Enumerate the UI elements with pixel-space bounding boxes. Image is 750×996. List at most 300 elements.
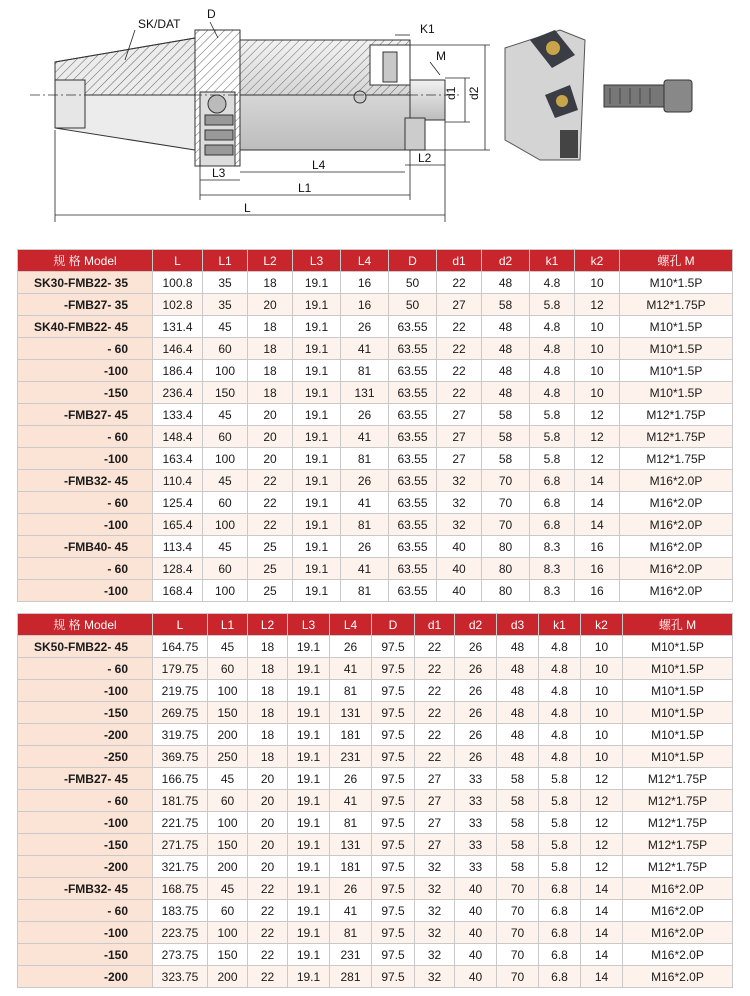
table-row — [18, 834, 733, 856]
table-cell: 40 — [455, 922, 497, 944]
table-cell: M12*1.75P — [623, 834, 733, 856]
table-cell: 58 — [497, 768, 539, 790]
table-cell: 19.1 — [293, 448, 341, 470]
table-cell: 58 — [482, 448, 530, 470]
table-cell: 32 — [437, 470, 482, 492]
table-cell: 183.75 — [153, 900, 208, 922]
label-sk-dat: SK/DAT — [138, 17, 181, 31]
model-cell: SK50-FMB22- 45 — [18, 636, 153, 658]
table-cell: 48 — [497, 680, 539, 702]
table-cell: 168.4 — [153, 580, 203, 602]
table-cell: 22 — [248, 922, 288, 944]
table-cell: 26 — [455, 636, 497, 658]
table-cell: 6.8 — [539, 922, 581, 944]
column-header: 螺孔 M — [620, 250, 733, 272]
table-cell: M10*1.5P — [623, 658, 733, 680]
table-cell: 10 — [575, 272, 620, 294]
table-cell: 18 — [248, 316, 293, 338]
model-cell: - 60 — [18, 492, 153, 514]
table-cell: M12*1.75P — [620, 294, 733, 316]
table-cell: 63.55 — [389, 470, 437, 492]
table-cell: 70 — [497, 900, 539, 922]
table-cell: M10*1.5P — [620, 316, 733, 338]
table-cell: 20 — [248, 448, 293, 470]
table-cell: 100 — [208, 680, 248, 702]
table-cell: M10*1.5P — [623, 636, 733, 658]
flange — [195, 30, 240, 166]
table-cell: 19.1 — [293, 426, 341, 448]
table-cell: 32 — [415, 966, 455, 988]
table-cell: 58 — [497, 856, 539, 878]
table-cell: 63.55 — [389, 338, 437, 360]
table-cell: 19.1 — [293, 580, 341, 602]
table-cell: 6.8 — [539, 878, 581, 900]
table-row — [18, 636, 733, 658]
table-cell: 25 — [248, 536, 293, 558]
table-cell: M10*1.5P — [620, 338, 733, 360]
table-cell: 41 — [341, 426, 389, 448]
table-cell: 19.1 — [293, 404, 341, 426]
table-cell: 19.1 — [288, 702, 330, 724]
table-row — [18, 338, 733, 360]
table-cell: 131 — [330, 834, 372, 856]
table-cell: 18 — [248, 382, 293, 404]
table-cell: 19.1 — [288, 680, 330, 702]
table-cell: 19.1 — [288, 790, 330, 812]
table-cell: 58 — [482, 404, 530, 426]
screw-image — [604, 80, 692, 112]
table-cell: M10*1.5P — [623, 746, 733, 768]
table-cell: 18 — [248, 680, 288, 702]
table-cell: 14 — [581, 922, 623, 944]
table-cell: 63.55 — [389, 448, 437, 470]
column-header: L4 — [341, 250, 389, 272]
table-cell: 10 — [581, 724, 623, 746]
table-cell: 26 — [455, 702, 497, 724]
table-cell: 22 — [437, 338, 482, 360]
table-cell: 128.4 — [153, 558, 203, 580]
table-cell: 70 — [497, 966, 539, 988]
table-cell: 97.5 — [372, 856, 415, 878]
column-header: L3 — [288, 614, 330, 636]
table-cell: M12*1.75P — [623, 768, 733, 790]
table-cell: 18 — [248, 658, 288, 680]
table-cell: 19.1 — [293, 294, 341, 316]
table-header-row — [18, 614, 733, 636]
table-cell: 81 — [330, 922, 372, 944]
table-cell: M12*1.75P — [623, 856, 733, 878]
spec-table-sk30-sk40 — [17, 249, 733, 602]
table-cell: 40 — [437, 536, 482, 558]
table-cell: 70 — [482, 492, 530, 514]
table-cell: 4.8 — [539, 636, 581, 658]
table-cell: 22 — [248, 966, 288, 988]
table-cell: 26 — [330, 636, 372, 658]
table-cell: 32 — [415, 878, 455, 900]
column-header: k1 — [530, 250, 575, 272]
table-cell: 131 — [330, 702, 372, 724]
table-cell: M12*1.75P — [620, 404, 733, 426]
column-header: d3 — [497, 614, 539, 636]
table-cell: 179.75 — [153, 658, 208, 680]
table-cell: 5.8 — [539, 856, 581, 878]
table-cell: 4.8 — [539, 658, 581, 680]
table-cell: 97.5 — [372, 922, 415, 944]
table-cell: 58 — [497, 834, 539, 856]
model-cell: -FMB32- 45 — [18, 470, 153, 492]
table-cell: 70 — [497, 922, 539, 944]
table-cell: 19.1 — [293, 272, 341, 294]
table-row — [18, 492, 733, 514]
table-cell: 22 — [248, 878, 288, 900]
table-cell: 8.3 — [530, 558, 575, 580]
table-cell: 45 — [208, 768, 248, 790]
table-cell: 269.75 — [153, 702, 208, 724]
table-cell: 97.5 — [372, 900, 415, 922]
table-cell: 4.8 — [530, 338, 575, 360]
table-cell: 60 — [203, 558, 248, 580]
table-cell: 97.5 — [372, 812, 415, 834]
table-cell: 16 — [575, 558, 620, 580]
table-cell: 4.8 — [539, 680, 581, 702]
table-cell: 22 — [415, 702, 455, 724]
table-cell: 12 — [581, 856, 623, 878]
table-cell: 48 — [482, 382, 530, 404]
model-cell: - 60 — [18, 900, 153, 922]
table-cell: 80 — [482, 580, 530, 602]
table-cell: 100 — [203, 580, 248, 602]
table-cell: 125.4 — [153, 492, 203, 514]
table-cell: 168.75 — [153, 878, 208, 900]
model-cell: -100 — [18, 514, 153, 536]
table-cell: 223.75 — [153, 922, 208, 944]
table-cell: 41 — [341, 338, 389, 360]
table-cell: 33 — [455, 834, 497, 856]
table-cell: 150 — [208, 702, 248, 724]
table-cell: 26 — [330, 768, 372, 790]
table-cell: 81 — [341, 448, 389, 470]
table-cell: 20 — [248, 426, 293, 448]
table-cell: 133.4 — [153, 404, 203, 426]
table-cell: M16*2.0P — [620, 514, 733, 536]
table-cell: 25 — [248, 558, 293, 580]
table-row — [18, 658, 733, 680]
table-cell: 80 — [482, 536, 530, 558]
table-cell: 97.5 — [372, 944, 415, 966]
table-row — [18, 812, 733, 834]
table-body — [18, 636, 733, 988]
column-header: L4 — [330, 614, 372, 636]
table-cell: 14 — [575, 470, 620, 492]
table-cell: M16*2.0P — [623, 878, 733, 900]
table-cell: 20 — [248, 790, 288, 812]
table-cell: 97.5 — [372, 966, 415, 988]
table-cell: 100 — [208, 922, 248, 944]
table-cell: 181 — [330, 724, 372, 746]
table-cell: 19.1 — [293, 558, 341, 580]
table-cell: 48 — [497, 658, 539, 680]
column-header: L2 — [248, 250, 293, 272]
label-L4: L4 — [312, 158, 326, 172]
table-cell: 100 — [203, 448, 248, 470]
model-cell: -100 — [18, 680, 153, 702]
table-cell: 19.1 — [293, 316, 341, 338]
table-cell: 58 — [482, 426, 530, 448]
table-cell: 81 — [341, 360, 389, 382]
table-cell: 19.1 — [288, 856, 330, 878]
table-cell: 4.8 — [530, 272, 575, 294]
model-cell: -100 — [18, 580, 153, 602]
table-cell: 6.8 — [539, 966, 581, 988]
table-cell: 63.55 — [389, 404, 437, 426]
table-cell: 10 — [575, 382, 620, 404]
model-cell: -150 — [18, 382, 153, 404]
table-cell: 236.4 — [153, 382, 203, 404]
table-cell: M16*2.0P — [623, 966, 733, 988]
model-cell: -100 — [18, 922, 153, 944]
table-cell: 22 — [437, 360, 482, 382]
table-cell: 22 — [415, 680, 455, 702]
table-cell: 14 — [575, 514, 620, 536]
model-cell: -200 — [18, 856, 153, 878]
table-cell: 27 — [437, 426, 482, 448]
table-cell: 20 — [248, 404, 293, 426]
table-row — [18, 558, 733, 580]
label-L2: L2 — [418, 151, 432, 165]
table-cell: 41 — [330, 658, 372, 680]
table-cell: 26 — [455, 658, 497, 680]
table-cell: 33 — [455, 856, 497, 878]
column-header: k2 — [575, 250, 620, 272]
table-cell: 5.8 — [530, 294, 575, 316]
label-M: M — [436, 49, 446, 63]
table-cell: 40 — [437, 580, 482, 602]
table-cell: 12 — [581, 768, 623, 790]
table-cell: 6.8 — [530, 492, 575, 514]
table-cell: M10*1.5P — [623, 680, 733, 702]
table-cell: 41 — [341, 492, 389, 514]
table-cell: 81 — [330, 680, 372, 702]
table-cell: 19.1 — [293, 338, 341, 360]
table-cell: 5.8 — [530, 404, 575, 426]
table-cell: 110.4 — [153, 470, 203, 492]
table-cell: 70 — [497, 878, 539, 900]
table-cell: 18 — [248, 724, 288, 746]
table-cell: 271.75 — [153, 834, 208, 856]
label-L1: L1 — [298, 181, 312, 195]
table-cell: 5.8 — [539, 790, 581, 812]
table-cell: 12 — [575, 448, 620, 470]
model-cell: - 60 — [18, 658, 153, 680]
table-row — [18, 470, 733, 492]
table-cell: 131.4 — [153, 316, 203, 338]
model-cell: -100 — [18, 812, 153, 834]
label-d1: d1 — [444, 86, 458, 100]
table-cell: 12 — [581, 790, 623, 812]
table-cell: 32 — [437, 514, 482, 536]
model-cell: -100 — [18, 448, 153, 470]
table-cell: 58 — [497, 790, 539, 812]
table-cell: 19.1 — [288, 658, 330, 680]
column-header: L2 — [248, 614, 288, 636]
table-cell: 48 — [482, 316, 530, 338]
table-cell: 281 — [330, 966, 372, 988]
table-cell: 166.75 — [153, 768, 208, 790]
table-cell: 14 — [581, 878, 623, 900]
table-cell: 40 — [455, 900, 497, 922]
table-cell: 18 — [248, 702, 288, 724]
table-cell: 45 — [208, 878, 248, 900]
table-cell: M16*2.0P — [623, 900, 733, 922]
model-cell: -200 — [18, 966, 153, 988]
table-cell: 100 — [208, 812, 248, 834]
table-cell: 26 — [341, 316, 389, 338]
label-d2: d2 — [467, 86, 481, 100]
table-cell: 273.75 — [153, 944, 208, 966]
table-cell: M10*1.5P — [623, 702, 733, 724]
table-cell: 26 — [341, 470, 389, 492]
table-cell: 10 — [575, 360, 620, 382]
column-header: 规 格 Model — [18, 250, 153, 272]
table-cell: 81 — [330, 812, 372, 834]
table-cell: 16 — [575, 580, 620, 602]
table-cell: 321.75 — [153, 856, 208, 878]
table-cell: 12 — [581, 834, 623, 856]
table-cell: 19.1 — [288, 922, 330, 944]
table-cell: 319.75 — [153, 724, 208, 746]
table-cell: 50 — [389, 272, 437, 294]
table-cell: 12 — [575, 404, 620, 426]
table-cell: 50 — [389, 294, 437, 316]
table-cell: 19.1 — [288, 636, 330, 658]
table-cell: M12*1.75P — [620, 426, 733, 448]
table-cell: 19.1 — [288, 966, 330, 988]
table-cell: 6.8 — [530, 514, 575, 536]
table-cell: 20 — [248, 834, 288, 856]
table-cell: M12*1.75P — [623, 812, 733, 834]
table-cell: 18 — [248, 636, 288, 658]
table-cell: 22 — [437, 382, 482, 404]
table-cell: 131 — [341, 382, 389, 404]
table-cell: 14 — [581, 966, 623, 988]
table-cell: 200 — [208, 856, 248, 878]
table-cell: 323.75 — [153, 966, 208, 988]
table-cell: 97.5 — [372, 834, 415, 856]
table-cell: 48 — [497, 636, 539, 658]
table-cell: 27 — [437, 404, 482, 426]
table-cell: 6.8 — [539, 900, 581, 922]
table-cell: 97.5 — [372, 878, 415, 900]
table-cell: 63.55 — [389, 360, 437, 382]
table-cell: 5.8 — [539, 834, 581, 856]
table-cell: 41 — [330, 900, 372, 922]
table-cell: 48 — [482, 338, 530, 360]
model-cell: -150 — [18, 944, 153, 966]
spec-table-sk50 — [17, 613, 733, 988]
table-cell: 12 — [581, 812, 623, 834]
model-cell: - 60 — [18, 426, 153, 448]
table-cell: 219.75 — [153, 680, 208, 702]
table-row — [18, 404, 733, 426]
table-cell: 19.1 — [293, 360, 341, 382]
column-header: k2 — [581, 614, 623, 636]
table-cell: 22 — [248, 470, 293, 492]
column-header: k1 — [539, 614, 581, 636]
table-cell: 27 — [437, 294, 482, 316]
table-cell: 165.4 — [153, 514, 203, 536]
table-cell: 33 — [455, 812, 497, 834]
model-cell: SK40-FMB22- 45 — [18, 316, 153, 338]
table-cell: 40 — [455, 966, 497, 988]
table-cell: 20 — [248, 812, 288, 834]
table-cell: 14 — [581, 944, 623, 966]
model-cell: -150 — [18, 834, 153, 856]
table-cell: 181 — [330, 856, 372, 878]
table-cell: M16*2.0P — [620, 470, 733, 492]
column-header: L — [153, 250, 203, 272]
tool-holder-drawing — [0, 0, 750, 240]
model-cell: -FMB27- 45 — [18, 404, 153, 426]
table-cell: 63.55 — [389, 426, 437, 448]
table-cell: 4.8 — [539, 724, 581, 746]
table-cell: 41 — [341, 558, 389, 580]
table-cell: 27 — [415, 812, 455, 834]
table-cell: M10*1.5P — [620, 360, 733, 382]
table-cell: 27 — [415, 768, 455, 790]
table-cell: 8.3 — [530, 580, 575, 602]
table-cell: 8.3 — [530, 536, 575, 558]
table-cell: 20 — [248, 294, 293, 316]
table-cell: 150 — [203, 382, 248, 404]
table-cell: 10 — [581, 702, 623, 724]
table-cell: 113.4 — [153, 536, 203, 558]
table-row — [18, 878, 733, 900]
table-cell: 19.1 — [293, 536, 341, 558]
table-row — [18, 724, 733, 746]
table-cell: M10*1.5P — [623, 724, 733, 746]
table-row — [18, 360, 733, 382]
table-cell: 25 — [248, 580, 293, 602]
table-cell: 26 — [455, 724, 497, 746]
table-cell: 48 — [482, 272, 530, 294]
column-header: d1 — [437, 250, 482, 272]
table-cell: 40 — [455, 944, 497, 966]
table-cell: 63.55 — [389, 514, 437, 536]
table-cell: 33 — [455, 790, 497, 812]
table-header-row — [18, 250, 733, 272]
table-cell: 10 — [581, 746, 623, 768]
table-cell: M12*1.75P — [623, 790, 733, 812]
column-header: d2 — [455, 614, 497, 636]
table-cell: 40 — [455, 878, 497, 900]
table-row — [18, 856, 733, 878]
table-cell: 200 — [208, 724, 248, 746]
table-cell: M10*1.5P — [620, 272, 733, 294]
table-cell: 35 — [203, 272, 248, 294]
table-cell: M12*1.75P — [620, 448, 733, 470]
column-header: D — [372, 614, 415, 636]
table-cell: 22 — [415, 746, 455, 768]
table-cell: 80 — [482, 558, 530, 580]
table-cell: 369.75 — [153, 746, 208, 768]
table-cell: 4.8 — [530, 360, 575, 382]
table-cell: 97.5 — [372, 702, 415, 724]
table-cell: 10 — [581, 680, 623, 702]
table-cell: 63.55 — [389, 536, 437, 558]
table-cell: 181.75 — [153, 790, 208, 812]
model-cell: -200 — [18, 724, 153, 746]
table-row — [18, 702, 733, 724]
